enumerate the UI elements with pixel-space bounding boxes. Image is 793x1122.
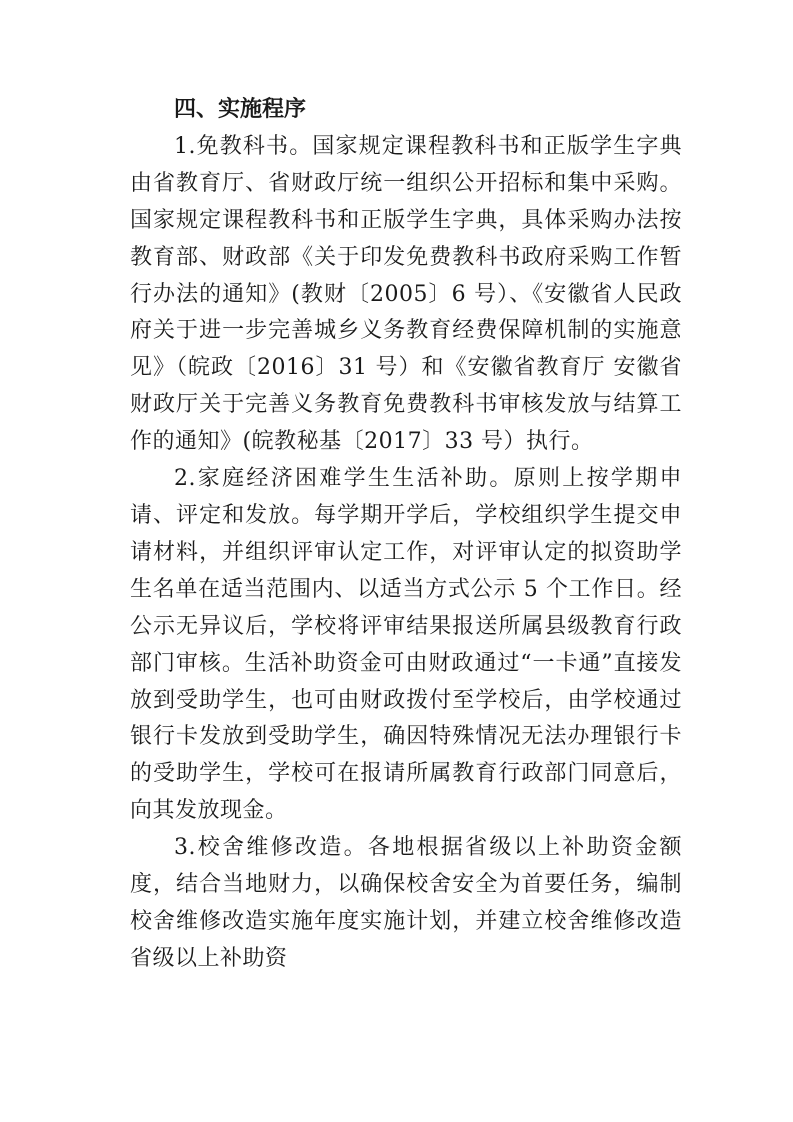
paragraph-textbooks: 1.免教科书。国家规定课程教科书和正版学生字典由省教育厅、省财政厅统一组织公开招标和集中采购。国家规定课程教科书和正版学生字典，具体采购办法按教育部、财政部《关于印发免费教科书政府采购工作暂行办法的通知》(教财〔2005〕6 号）、《安徽省人民政府关于进一步完善城乡义务教育经费保障机制的实施意见》（皖政〔2016〕31 号）和《安徽省教育厅 安徽省财政厅关于完善义务教育免费教科书审核发放与结算工作的通知》(皖教秘基〔2017〕33 号）执行。 — [130, 133, 682, 455]
section-heading: 四、实施程序 — [174, 97, 307, 122]
paragraph-school-maintenance: 3.校舍维修改造。各地根据省级以上补助资金额度，结合当地财力，以确保校舍安全为首要任务，编制校舍维修改造实施年度实施计划，并建立校舍维修改造省级以上补助资 — [130, 835, 682, 971]
paragraph-living-subsidy: 2.家庭经济困难学生生活补助。原则上按学期申请、评定和发放。每学期开学后，学校组织学生提交申请材料，并组织评审认定工作，对评审认定的拟资助学生名单在适当范围内、以适当方式公示 5 个工作日。经公示无异议后，学校将评审结果报送所属县级教育行政部门审核。生活补助资金可由财政通过“一卡通”直接发放到受助学生，也可由财政拨付至学校后，由学校通过银行卡发放到受助学生，确因特殊情况无法办理银行卡的受助学生，学校可在报请所属教育行政部门同意后，向其发放现金。 — [130, 466, 682, 824]
document-body — [130, 92, 682, 978]
